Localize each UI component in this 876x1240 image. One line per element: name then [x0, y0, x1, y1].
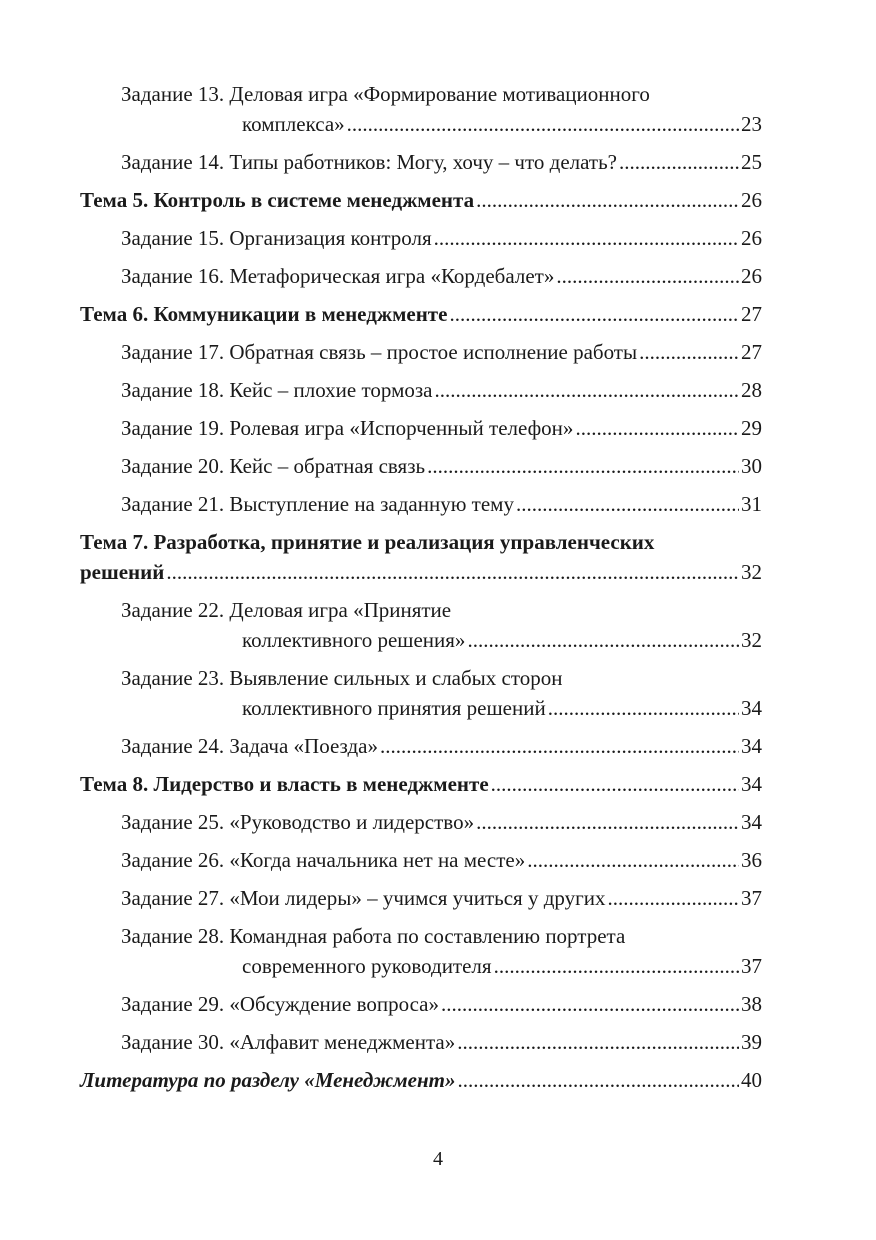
- page-ref: 36: [741, 848, 762, 872]
- table-of-contents: [80, 79, 762, 1095]
- toc-entry[interactable]: [80, 489, 762, 519]
- entry-title: Задание 24. Задача «Поезда»: [121, 734, 378, 758]
- dot-leader: [467, 625, 739, 655]
- page-ref: 27: [741, 340, 762, 364]
- entry-title: Задание 14. Типы работников: Могу, хочу – что делать?: [121, 150, 617, 174]
- toc-entry[interactable]: [80, 883, 762, 913]
- entry-title: Задание 27. «Мои лидеры» – учимся учиться у других: [121, 886, 606, 910]
- page-ref: 29: [741, 416, 762, 440]
- page-ref: 25: [741, 150, 762, 174]
- entry-title: Задание 29. «Обсуждение вопроса»: [121, 992, 440, 1016]
- dot-leader: [166, 557, 739, 587]
- entry-title: Деловая игра «Принятие: [229, 598, 452, 622]
- toc-entry[interactable]: [80, 807, 762, 837]
- entry-title: Задание 20. Кейс – обратная связь: [121, 454, 426, 478]
- toc-entry[interactable]: [80, 921, 762, 981]
- page-ref: 40: [741, 1068, 762, 1092]
- page-ref: 34: [741, 696, 762, 720]
- page-ref: 30: [741, 454, 762, 478]
- entry-title: Задание 18. Кейс – плохие тормоза: [121, 378, 433, 402]
- toc-entry[interactable]: [80, 595, 762, 655]
- toc-entry[interactable]: [80, 989, 762, 1019]
- dot-leader: [639, 337, 739, 367]
- topic-title-continued: решений: [80, 560, 165, 584]
- entry-title: Задание 17. Обратная связь – простое исполнение работы: [121, 340, 638, 364]
- page-ref: 31: [741, 492, 762, 516]
- page-ref: 26: [741, 264, 762, 288]
- entry-number: Задание 23.: [121, 666, 225, 690]
- dot-leader: [516, 489, 739, 519]
- entry-title: Задание 25. «Руководство и лидерство»: [121, 810, 475, 834]
- page-ref: 32: [741, 560, 762, 584]
- dot-leader: [441, 989, 739, 1019]
- toc-entry[interactable]: [80, 261, 762, 291]
- dot-leader: [476, 185, 739, 215]
- entry-title: Задание 30. «Алфавит менеджмента»: [121, 1030, 456, 1054]
- toc-entry[interactable]: [80, 845, 762, 875]
- dot-leader: [449, 299, 739, 329]
- entry-number: Задание 13.: [121, 82, 225, 106]
- page-ref: 34: [741, 810, 762, 834]
- entry-title: Задание 26. «Когда начальника нет на месте»: [121, 848, 526, 872]
- page-ref: 28: [741, 378, 762, 402]
- entry-title-continued: коллективного принятия решений: [242, 696, 546, 720]
- page-number: 4: [433, 1148, 443, 1170]
- page-ref: 38: [741, 992, 762, 1016]
- page-ref: 26: [741, 226, 762, 250]
- entry-title: Выявление сильных и слабых сторон: [229, 666, 563, 690]
- entry-title-continued: современного руководителя: [242, 954, 492, 978]
- toc-entry[interactable]: [80, 413, 762, 443]
- entry-title-continued: коллективного решения»: [242, 628, 466, 652]
- dot-leader: [347, 109, 739, 139]
- entry-number: Задание 22.: [121, 598, 225, 622]
- dot-leader: [619, 147, 739, 177]
- topic-title: Тема 7. Разработка, принятие и реализация управленческих: [80, 530, 655, 554]
- dot-leader: [494, 951, 739, 981]
- toc-literature[interactable]: [80, 1065, 762, 1095]
- page-ref: 34: [741, 734, 762, 758]
- dot-leader: [434, 223, 739, 253]
- page-ref: 32: [741, 628, 762, 652]
- dot-leader: [607, 883, 739, 913]
- toc-entry[interactable]: [80, 79, 762, 139]
- toc-entry[interactable]: [80, 375, 762, 405]
- dot-leader: [457, 1065, 739, 1095]
- entry-title-continued: комплекса»: [242, 112, 345, 136]
- page-ref: 39: [741, 1030, 762, 1054]
- entry-title: Задание 19. Ролевая игра «Испорченный телефон»: [121, 416, 574, 440]
- entry-title: Деловая игра «Формирование мотивационного: [229, 82, 650, 106]
- toc-entry[interactable]: [80, 337, 762, 367]
- topic-title: Тема 6. Коммуникации в менеджменте: [80, 302, 448, 326]
- page-ref: 23: [741, 112, 762, 136]
- dot-leader: [527, 845, 739, 875]
- dot-leader: [548, 693, 739, 723]
- page-ref: 37: [741, 954, 762, 978]
- toc-topic[interactable]: [80, 185, 762, 215]
- dot-leader: [434, 375, 739, 405]
- page-ref: 34: [741, 772, 762, 796]
- toc-entry[interactable]: [80, 451, 762, 481]
- entry-title: Задание 21. Выступление на заданную тему: [121, 492, 514, 516]
- dot-leader: [457, 1027, 739, 1057]
- toc-topic[interactable]: [80, 299, 762, 329]
- entry-title: Задание 15. Организация контроля: [121, 226, 432, 250]
- dot-leader: [491, 769, 739, 799]
- toc-entry[interactable]: [80, 147, 762, 177]
- dot-leader: [380, 731, 739, 761]
- dot-leader: [427, 451, 739, 481]
- entry-title: Задание 16. Метафорическая игра «Кордебалет»: [121, 264, 555, 288]
- dot-leader: [575, 413, 739, 443]
- literature-title: Литература по разделу «Менеджмент»: [80, 1068, 456, 1092]
- toc-entry[interactable]: [80, 1027, 762, 1057]
- page-ref: 26: [741, 188, 762, 212]
- toc-topic[interactable]: [80, 769, 762, 799]
- dot-leader: [476, 807, 739, 837]
- entry-number: Задание 28.: [121, 924, 225, 948]
- toc-entry[interactable]: [80, 663, 762, 723]
- entry-title: Командная работа по составлению портрета: [229, 924, 626, 948]
- page-ref: 37: [741, 886, 762, 910]
- topic-title: Тема 5. Контроль в системе менеджмента: [80, 188, 475, 212]
- topic-title: Тема 8. Лидерство и власть в менеджменте: [80, 772, 489, 796]
- toc-topic[interactable]: [80, 527, 762, 587]
- toc-entry[interactable]: [80, 731, 762, 761]
- dot-leader: [556, 261, 739, 291]
- toc-entry[interactable]: [80, 223, 762, 253]
- page-ref: 27: [741, 302, 762, 326]
